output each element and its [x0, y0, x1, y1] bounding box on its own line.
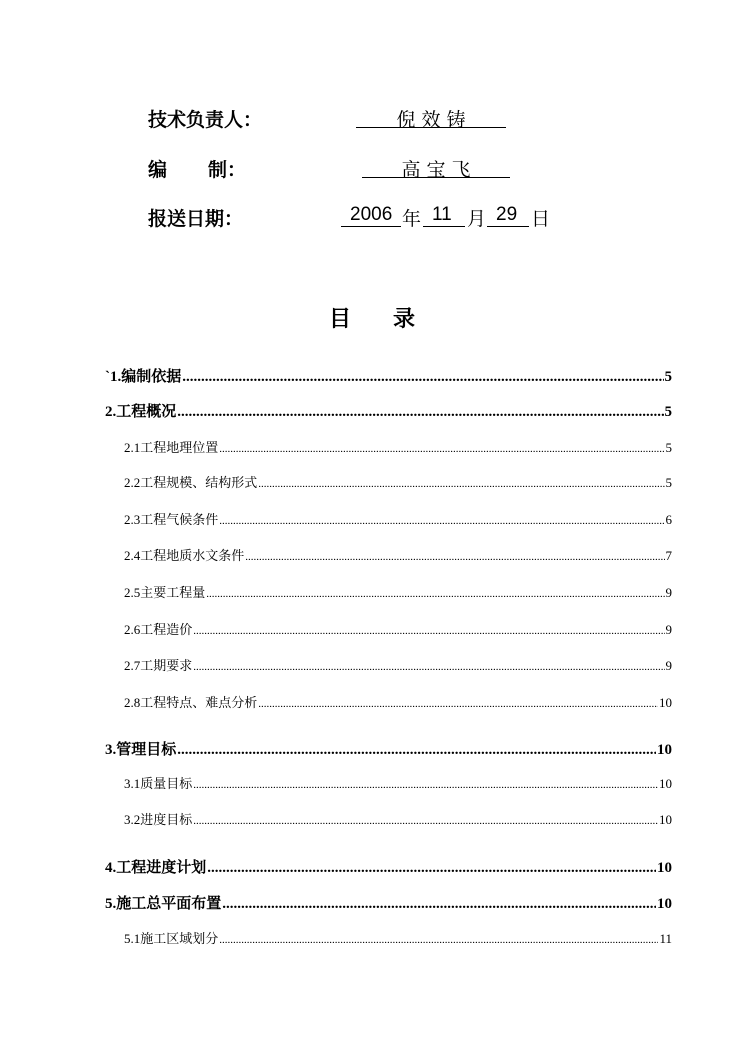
- toc-entry[interactable]: [124, 545, 672, 564]
- toc-leader-dots: [219, 934, 658, 946]
- toc-leader-dots: [258, 698, 658, 710]
- toc-entry-page: 7: [665, 548, 672, 563]
- toc-entry-number: 5.: [105, 896, 117, 912]
- toc-entry-page: 5: [664, 369, 672, 385]
- tech-lead-underline: [356, 127, 506, 128]
- toc-entry-page: 10: [657, 742, 672, 758]
- date-day-unit: 日: [531, 208, 551, 230]
- toc-leader-dots: [222, 896, 656, 913]
- toc-entry-number: 2.6: [124, 622, 141, 637]
- toc-entry-number: 2.7: [124, 658, 141, 673]
- toc-leader-dots: [182, 369, 663, 386]
- toc-entry-number: 4.: [105, 860, 117, 876]
- toc-title-part2: 录: [393, 307, 416, 332]
- date-month: 11: [432, 204, 452, 225]
- toc-entry-number: 2.2: [124, 475, 141, 490]
- toc-entry-text: 工程气候条件: [140, 513, 219, 528]
- toc-entry-page: 5: [664, 404, 672, 420]
- toc-entry[interactable]: [105, 856, 672, 877]
- toc-entry[interactable]: [105, 365, 672, 386]
- toc-entry[interactable]: [124, 472, 672, 491]
- editor-label-part1: 编: [148, 159, 168, 181]
- toc-entry-text: 施工总平面布置: [116, 894, 222, 912]
- toc-entry-text: 工期要求: [140, 659, 193, 674]
- toc-entry-page: 5: [665, 475, 672, 490]
- toc-entry-text: 工程规模、结构形式: [140, 476, 258, 491]
- toc-entry-page: 10: [657, 896, 672, 912]
- toc-entry-text: 工程特点、难点分析: [140, 696, 258, 711]
- toc-entry[interactable]: [105, 400, 672, 421]
- toc-leader-dots: [177, 404, 663, 421]
- toc-leader-dots: [245, 551, 664, 563]
- toc-entry-number: 3.: [105, 742, 117, 758]
- toc-entry-page: 11: [659, 931, 672, 946]
- toc-entry-page: 10: [659, 812, 672, 827]
- toc-entry-page: 9: [665, 658, 672, 673]
- toc-entry[interactable]: [124, 773, 672, 792]
- date-month-unit: 月: [467, 208, 487, 230]
- toc-entry[interactable]: [124, 655, 672, 674]
- toc-entry-page: 9: [665, 585, 672, 600]
- toc-entry-number: 2.4: [124, 548, 141, 563]
- toc-entry-text: 进度目标: [140, 813, 193, 828]
- editor-underline: [362, 177, 510, 178]
- toc-entry[interactable]: [105, 738, 672, 759]
- toc-leader-dots: [193, 625, 664, 637]
- date-month-underline: [423, 226, 465, 227]
- toc-entry-number: 2.: [105, 404, 117, 420]
- toc-entry-number: 2.8: [124, 695, 141, 710]
- toc-entry-page: 10: [657, 860, 672, 876]
- toc-leader-dots: [207, 860, 656, 877]
- toc-entry[interactable]: [124, 437, 672, 456]
- date-day: 29: [496, 204, 518, 225]
- toc-entry-page: 9: [665, 622, 672, 637]
- toc-entry-number: 3.2: [124, 812, 141, 827]
- toc-title: [0, 302, 744, 333]
- toc-leader-dots: [193, 815, 658, 827]
- toc-entry-text: 质量目标: [140, 777, 193, 792]
- toc-leader-dots: [177, 742, 656, 759]
- toc-entry-text: 管理目标: [116, 740, 177, 758]
- toc-entry-number: 2.5: [124, 585, 141, 600]
- toc-entry[interactable]: [124, 582, 672, 601]
- toc-entry[interactable]: [105, 892, 672, 913]
- toc-leader-dots: [219, 443, 664, 455]
- toc-leader-dots: [193, 661, 664, 673]
- toc-entry-text: 施工区域划分: [140, 932, 219, 947]
- toc-entry-page: 10: [659, 776, 672, 791]
- date-year: 2006: [350, 204, 393, 225]
- toc-leader-dots: [258, 478, 664, 490]
- toc-entry-number: 2.1: [124, 440, 141, 455]
- date-year-unit: 年: [402, 208, 422, 230]
- editor-label-part2: 制：: [208, 159, 247, 181]
- toc-entry-page: 6: [665, 512, 672, 527]
- toc-leader-dots: [206, 588, 664, 600]
- date-label: 报送日期：: [148, 208, 244, 230]
- toc-entry-text: 工程地理位置: [140, 441, 219, 456]
- toc-leader-dots: [219, 515, 664, 527]
- toc-leader-dots: [193, 779, 658, 791]
- toc-entry-number: 5.1: [124, 931, 141, 946]
- toc-entry-text: 工程概况: [116, 402, 177, 420]
- date-day-underline: [487, 226, 529, 227]
- toc-entry[interactable]: [124, 619, 672, 638]
- toc-entry-page: 5: [665, 440, 672, 455]
- date-year-underline: [341, 226, 401, 227]
- tech-lead-name: 倪 效 铸: [396, 109, 466, 131]
- toc-entry-text: 编制依据: [121, 367, 182, 385]
- toc-entry-number: 2.3: [124, 512, 141, 527]
- toc-entry-text: 工程地质水文条件: [140, 549, 245, 564]
- toc-entry[interactable]: [124, 928, 672, 947]
- tech-lead-label: 技术负责人：: [148, 109, 263, 131]
- editor-name: 高 宝 飞: [401, 159, 471, 181]
- toc-entry[interactable]: [124, 692, 672, 711]
- toc-entry[interactable]: [124, 509, 672, 528]
- toc-entry-text: 工程进度计划: [116, 858, 207, 876]
- toc-entry-text: 工程造价: [140, 623, 193, 638]
- toc-entry[interactable]: [124, 809, 672, 828]
- toc-title-part1: 目: [328, 307, 351, 332]
- toc-entry-number: `1.: [105, 369, 122, 385]
- toc-entry-page: 10: [659, 695, 672, 710]
- toc-entry-text: 主要工程量: [140, 586, 206, 601]
- toc-entry-number: 3.1: [124, 776, 141, 791]
